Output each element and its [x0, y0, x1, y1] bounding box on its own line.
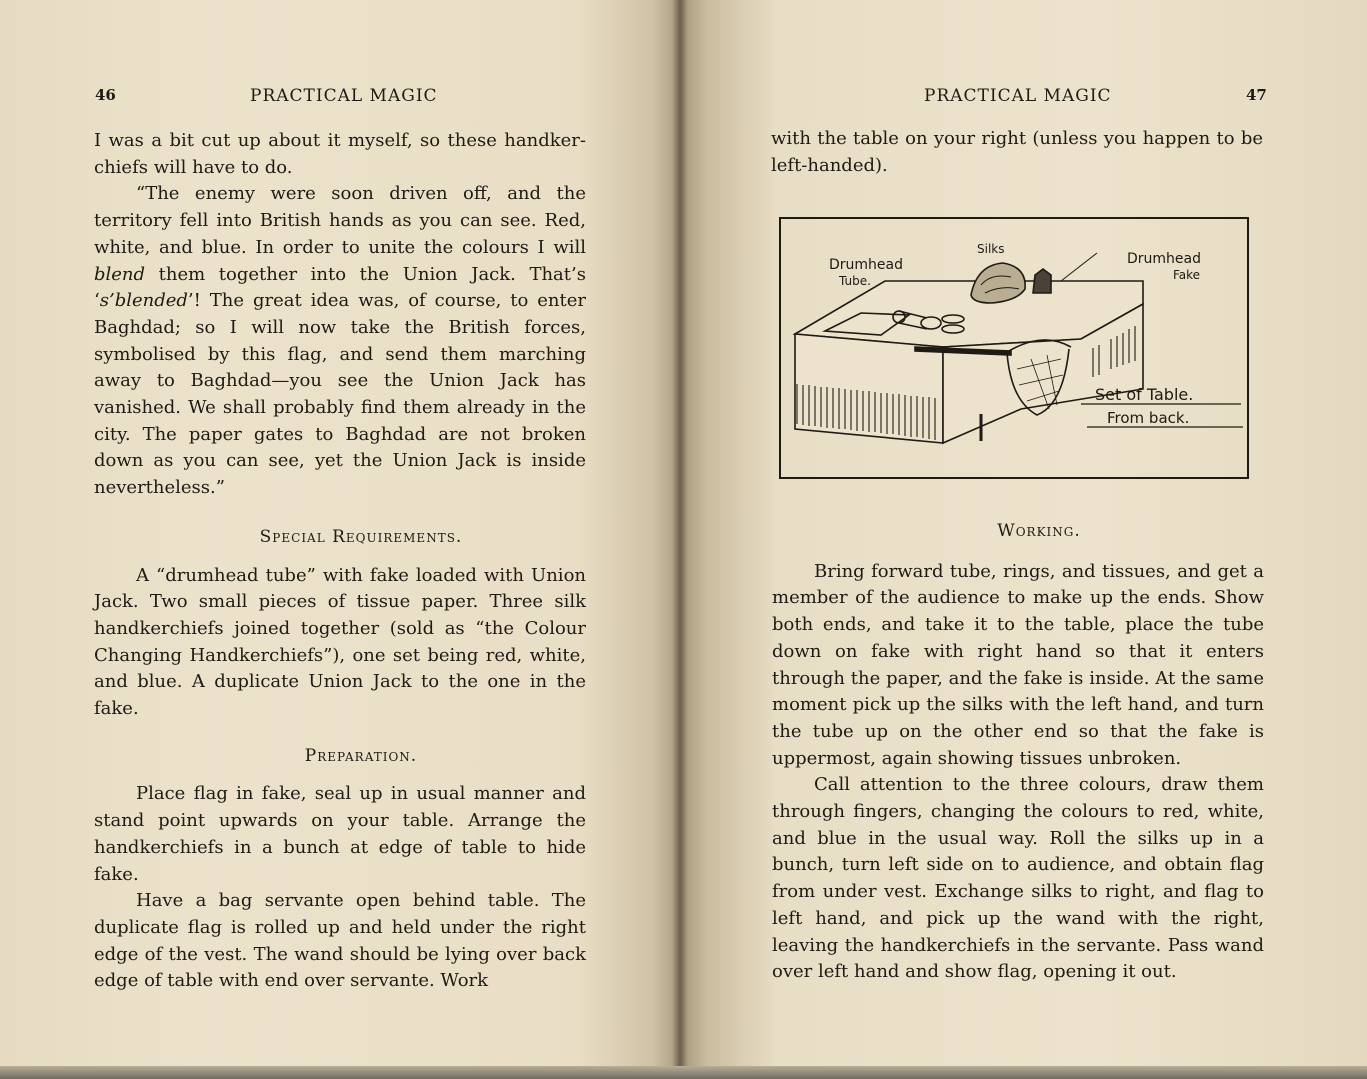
table-drawing [781, 219, 1247, 477]
right-page [680, 0, 1367, 1072]
left-column [94, 128, 586, 995]
paragraph-quote: “The enemy were soon driven off, and the territory fell into British hands as you can see. Red, white, and blue. In order to unite the colours I will blend them together into the Union Jack. That’s ‘s’blended’! The great idea was, of course, to enter Baghdad; so I will now take the British forces, symbolised by this flag, and send them marching away to Baghdad—you see the Union Jack has vanished. We shall probably find them already in the city. The paper gates to Baghdad are not broken down as you can see, yet the Union Jack is inside nevertheless.” [94, 183, 586, 499]
label-silks: Silks [977, 242, 1005, 256]
paragraph: Have a bag servante open behind table. The duplicate flag is rolled up and held under the right edge of the vest. The wand should be lying over back edge of table with end over servante. Work [94, 890, 586, 992]
caption-set-of-table: Set of Table. [1095, 385, 1194, 404]
page-number: 46 [95, 86, 116, 104]
paragraph: Place flag in fake, seal up in usual manner and stand point upwards on your table. Arrange the handkerchiefs in a bunch at edge of table to hide fake. [94, 783, 586, 885]
label-fake: Fake [1173, 268, 1201, 282]
label-drumhead-fake: Drumhead [1127, 251, 1201, 267]
running-head: PRACTICAL MAGIC [924, 86, 1112, 106]
left-page [0, 0, 680, 1072]
section-heading-requirements: Special Requirements. [259, 526, 463, 547]
label-drumhead-tube: Drumhead [829, 257, 903, 273]
emphasis: blend [94, 263, 146, 285]
book-gutter [672, 0, 688, 1072]
section-heading-preparation: Preparation. [304, 745, 418, 766]
section-heading-working: Working. [997, 521, 1081, 541]
emphasis: s’blended [99, 290, 188, 312]
paragraph: Bring forward tube, rings, and tissues, and get a member of the audience to make up the ends. Show both ends, and take it to the table, place the tube down on fake with right hand so that it enters through the paper, and the fake is inside. At the same moment pick up the silks with the left hand, and turn the tube up on the other end so that the fake is uppermost, again showing tissues unbroken. [772, 560, 1264, 769]
paragraph: with the table on your right (unless you happen to be left-handed). [771, 128, 1263, 176]
paragraph: Call attention to the three colours, draw them through fingers, changing the colours to red, white, and blue in the usual way. Roll the silks up in a bunch, turn left side on to audience, and obtain flag from under vest. Exchange silks to right, and flag to left hand, and pick up the wand with the right, leaving the handkerchiefs in the servante. Pass wand over left hand and show flag, opening it out. [772, 774, 1264, 983]
paragraph: A “drumhead tube” with fake loaded with Union Jack. Two small pieces of tissue paper. Three silk handkerchiefs joined together (sold as “the Colour Changing Handkerchiefs”), one set being red, white, and blue. A duplicate Union Jack to the one in the fake. [94, 564, 586, 720]
running-head: PRACTICAL MAGIC [250, 86, 438, 106]
caption-from-back: From back. [1107, 409, 1190, 427]
paragraph: I was a bit cut up about it myself, so these handker-chiefs will have to do. [94, 130, 586, 178]
page-edge [0, 1066, 1367, 1079]
table-illustration [779, 217, 1249, 479]
right-column [772, 518, 1264, 986]
page-number: 47 [1246, 86, 1267, 104]
right-column-top [771, 126, 1263, 179]
label-tube: Tube. [839, 274, 871, 288]
